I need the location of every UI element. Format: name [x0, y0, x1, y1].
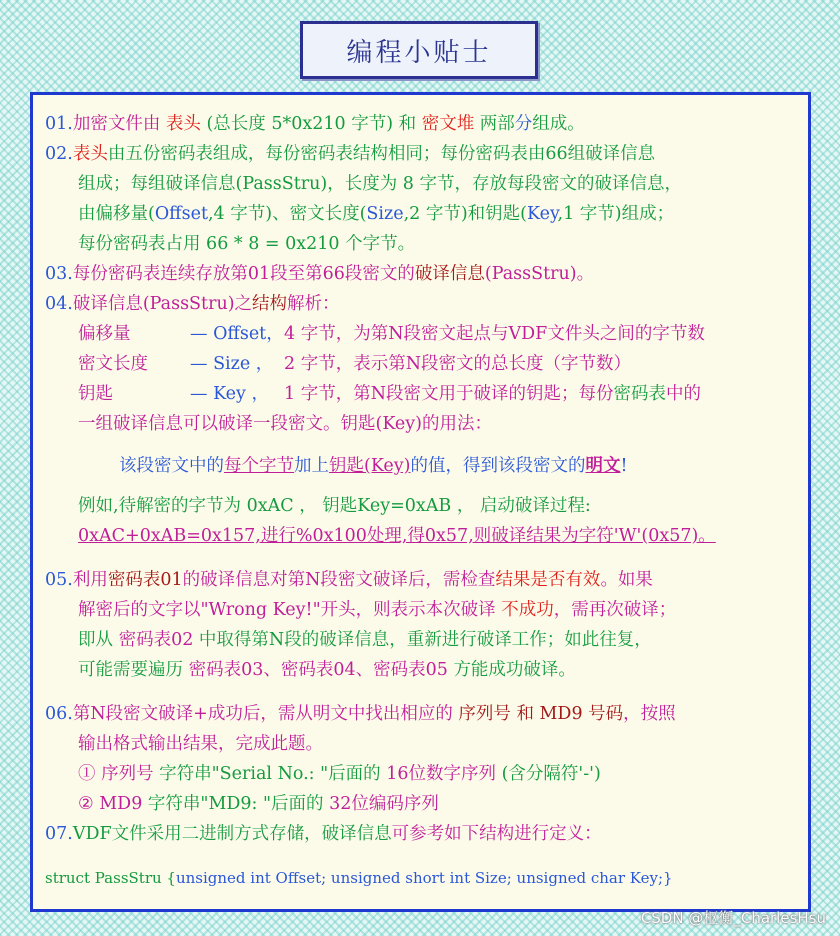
text-segment: 利用 [72, 570, 108, 590]
item-06-line-1 [45, 703, 676, 725]
text-segment: 破译信息 [414, 264, 485, 284]
item-number: 07. [45, 824, 73, 844]
text-segment: VDF文件采用二进制方式存储，破译信息 [72, 824, 392, 844]
text-segment: 0xAC+0xAB=0x157,进行%0x100处理,得0x57,则破译结果为字符'W'(0x57)。 [78, 526, 716, 546]
item-number: 02. [45, 144, 73, 164]
text-segment: 加上 [294, 456, 329, 476]
item-05-line-2 [78, 599, 676, 621]
item-04-key-usage [78, 413, 492, 435]
text-segment: 密文堆 [416, 114, 475, 134]
item-02-line-4 [78, 233, 415, 255]
text-segment: 该段密文中的 [119, 456, 224, 476]
field-name: 密文长度 [78, 354, 148, 374]
item-number: 03. [45, 264, 73, 284]
item-06-line-2 [78, 733, 323, 755]
text-segment: 破译信息(PassStru)之 [72, 294, 253, 314]
field-type: — Key ， [190, 384, 269, 404]
item-02-line-1 [45, 143, 655, 165]
field-desc: 4 字节，为第N段密文起点与VDF文件头之间的字节数 [284, 324, 705, 344]
text-segment: 组成；每组破译信息(PassStru)，长度为 8 字节，存放每段密文的破译信息， [78, 174, 682, 194]
text-segment: ① 序列号 [78, 764, 154, 784]
item-04 [45, 293, 340, 315]
item-05-line-4 [78, 659, 576, 681]
text-segment: 两部 [474, 114, 515, 134]
code-segment: struct PassStru { [45, 869, 176, 887]
text-segment: 字符串"Serial No.: "后面的 [153, 764, 381, 784]
text-segment: 32位编码序列 [323, 794, 439, 814]
content-box [30, 92, 811, 912]
text-segment: 结构 [252, 294, 288, 314]
text-segment: 明文 [585, 456, 621, 476]
text-segment: 加密文件由 [72, 114, 161, 134]
item-05-line-1 [45, 569, 653, 591]
text-segment: (含分隔符'-') [496, 764, 601, 784]
field-row-size [78, 353, 631, 375]
text-segment: 可参考如下结构进行定义： [391, 824, 602, 844]
item-02-line-2 [78, 173, 682, 195]
text-segment: 密码表02 [113, 630, 199, 650]
page-title: 编程小贴士 [346, 37, 492, 68]
text-segment: 可能需要遍历 [78, 660, 183, 680]
field-type: — Size ， [190, 354, 274, 374]
text-segment: 每份密码表占用 66 * 8 = 0x210 个字节。 [78, 234, 416, 254]
item-01 [45, 113, 585, 135]
example-line-1 [78, 495, 591, 517]
text-segment: 即从 [78, 630, 113, 650]
text-segment: 的值，得到该段密文的 [410, 456, 586, 476]
example-line-2 [78, 525, 716, 547]
text-segment: 分 [514, 114, 533, 134]
text-segment: 序列号 和 MD9 号码 [452, 704, 624, 724]
text-segment: 解密后的文字以"Wrong Key!"开头，则表示本次破译 [78, 600, 496, 620]
text-segment: 中取得第N段的破译信息，重新进行破译工作；如此往复， [198, 630, 652, 650]
md9-spec [78, 793, 439, 815]
text-segment: 组成。 [532, 114, 585, 134]
field-desc: 密码表 [613, 384, 667, 404]
code-segment: unsigned int Offset; unsigned short int Size; unsigned char Key;} [175, 869, 673, 887]
text-segment: 密码表03、密码表04、密码表05 [183, 660, 454, 680]
text-segment: ,2 字节)和钥匙( [403, 204, 527, 224]
field-desc: 1 字节，第N段密文用于破译的钥匙；每份 [284, 384, 614, 404]
text-segment: 密码表01 [107, 570, 183, 590]
text-segment: 。如果 [600, 570, 653, 590]
serial-spec [78, 763, 601, 785]
item-number: 01. [45, 114, 73, 134]
text-segment: 例如,待解密的字节为 0xAC ， 钥匙Key=0xAB ， 启动破译过程: [78, 496, 591, 516]
text-segment: ，需再次破译； [553, 600, 677, 620]
text-segment: Offset [154, 204, 208, 224]
text-segment: 第N段密文破译+成功后，需从明文中找出相应的 [72, 704, 453, 724]
item-02-line-3 [78, 203, 674, 225]
text-segment: ,4 字节)、密文长度( [207, 204, 367, 224]
text-segment: ② MD9 [78, 794, 143, 814]
text-segment: 每份密码表连续存放第01段至第66段密文的 [72, 264, 415, 284]
text-segment: 结果是否有效 [495, 570, 601, 590]
item-number: 05. [45, 570, 73, 590]
field-row-key [78, 383, 701, 405]
text-segment: 表头 [160, 114, 201, 134]
text-segment: ,1 字节)组成； [557, 204, 675, 224]
text-segment: 16位数字序列 [380, 764, 497, 784]
text-segment: 不成功 [495, 600, 554, 620]
text-segment: (PassStru)。 [484, 264, 595, 284]
text-segment: 字符串"MD9: "后面的 [142, 794, 324, 814]
field-name: 钥匙 [78, 384, 113, 404]
key-usage-callout [119, 455, 628, 477]
field-name: 偏移量 [78, 324, 131, 344]
text-segment: 的破译信息对第N段密文破译后，需检查 [182, 570, 496, 590]
item-03 [45, 263, 594, 285]
text-segment: 由偏移量( [78, 204, 155, 224]
csdn-watermark: CSDN @枢衡_CharlesHsu [640, 909, 826, 927]
title-box [300, 21, 538, 79]
text-segment: 输出格式输出结果，完成此题。 [78, 734, 323, 754]
struct-definition [45, 867, 673, 889]
text-segment: ，按照 [623, 704, 676, 724]
text-segment: Size [366, 204, 404, 224]
text-segment: 表头 [72, 144, 108, 164]
item-number: 06. [45, 704, 73, 724]
text-segment: 解析： [287, 294, 340, 314]
field-type: — Offset， [190, 324, 284, 344]
field-row-offset [78, 323, 705, 345]
item-07 [45, 823, 602, 845]
text-segment: ! [620, 456, 628, 476]
text-segment: 钥匙(Key) [329, 456, 411, 476]
item-number: 04. [45, 294, 73, 314]
text-segment: 每个字节 [224, 456, 294, 476]
text-segment: 方能成功破译。 [453, 660, 576, 680]
field-desc: 2 字节，表示第N段密文的总长度（字节数） [284, 354, 632, 374]
text-segment: Key [527, 204, 558, 224]
text-segment: 由五份密码表组成，每份密码表结构相同；每份密码表由66组破译信息 [107, 144, 656, 164]
text-segment: (总长度 5*0x210 字节) 和 [200, 114, 417, 134]
text-segment: 一组破译信息可以破译一段密文。钥匙(Key)的用法： [78, 414, 492, 434]
field-desc: 中的 [666, 384, 702, 404]
item-05-line-3 [78, 629, 652, 651]
